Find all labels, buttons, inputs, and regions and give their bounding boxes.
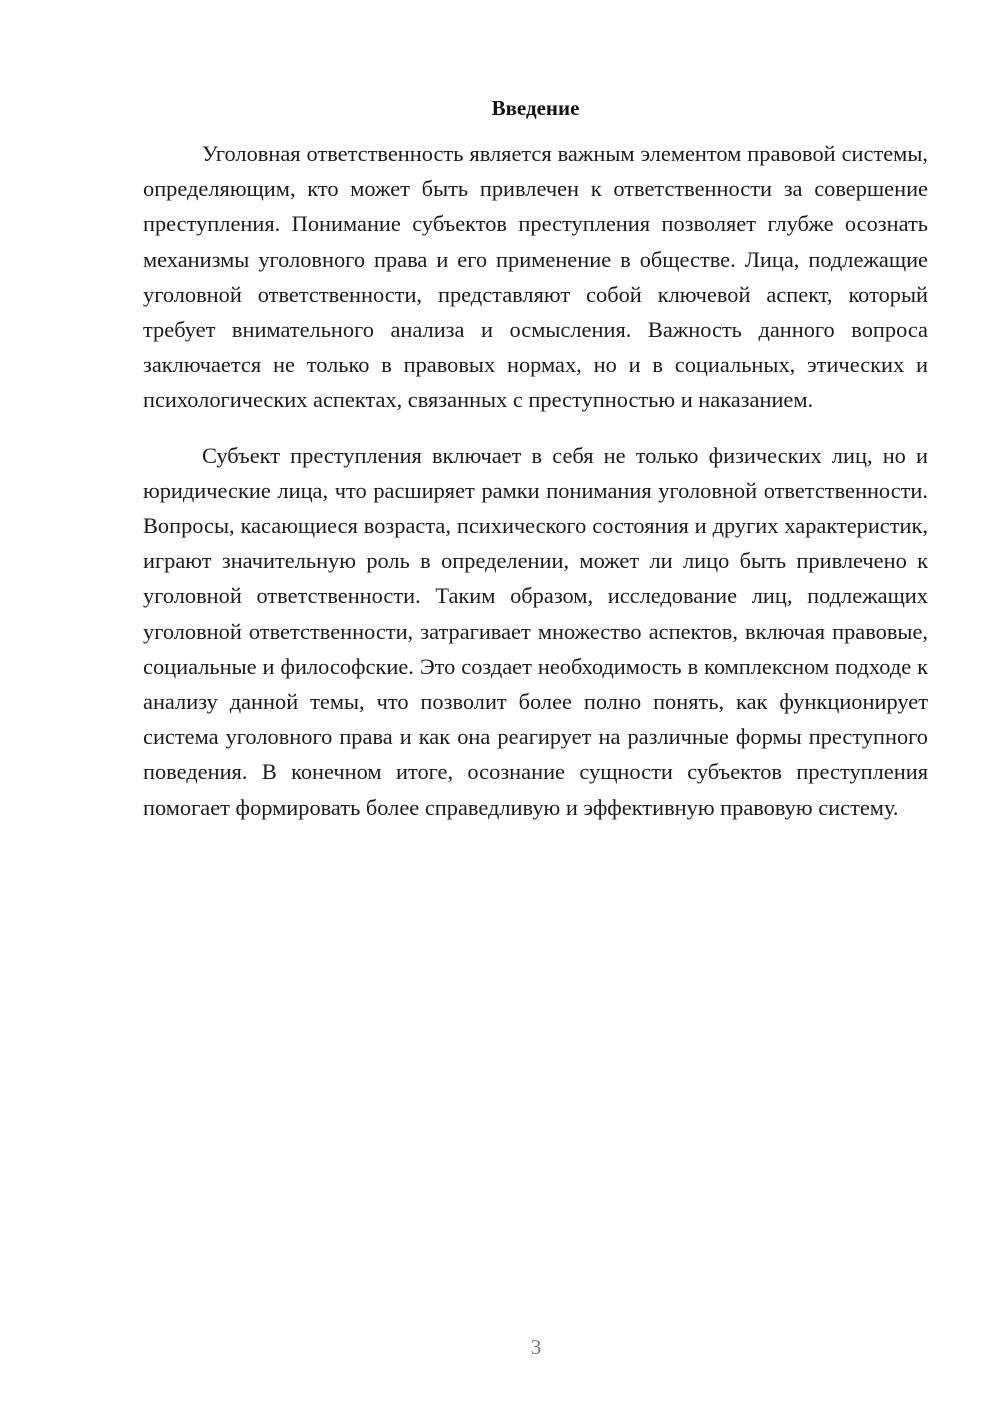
paragraph-intro: Уголовная ответственность является важным элементом правовой системы, определяющим, кто может быть привлечен к ответственности за совершение преступления. Понимание субъектов преступления позволяет глубже осознать механизмы уголовного права и его применение в обществе. Лица, подлежащие уголовной ответственности, представляют собой ключевой аспект, который требует внимательного анализа и осмысления. Важность данного вопроса заключается не только в правовых нормах, но и в социальных, этических и психологических аспектах, связанных с преступностью и наказанием. bbox=[143, 141, 928, 413]
page-number: 3 bbox=[530, 1335, 542, 1359]
paragraph-subject: Субъект преступления включает в себя не только физических лиц, но и юридические лица, что расширяет рамки понимания уголовной ответственности. Вопросы, касающиеся возраста, психического состояния и других характеристик, играют значительную роль в определении, может ли лицо быть привлечено к уголовной ответственности. Таким образом, исследование лиц, подлежащих уголовной ответственности, затрагивает множество аспектов, включая правовые, социальные и философские. Это создает необходимость в комплексном подходе к анализу данной темы, что позволит более полно понять, как функционирует система уголовного права и как она реагирует на различные формы преступного поведения. В конечном итоге, осознание сущности субъектов преступления помогает формировать более справедливую и эффективную правовую систему. bbox=[143, 442, 928, 820]
section-heading: Введение bbox=[491, 96, 580, 120]
page-content bbox=[143, 92, 928, 825]
